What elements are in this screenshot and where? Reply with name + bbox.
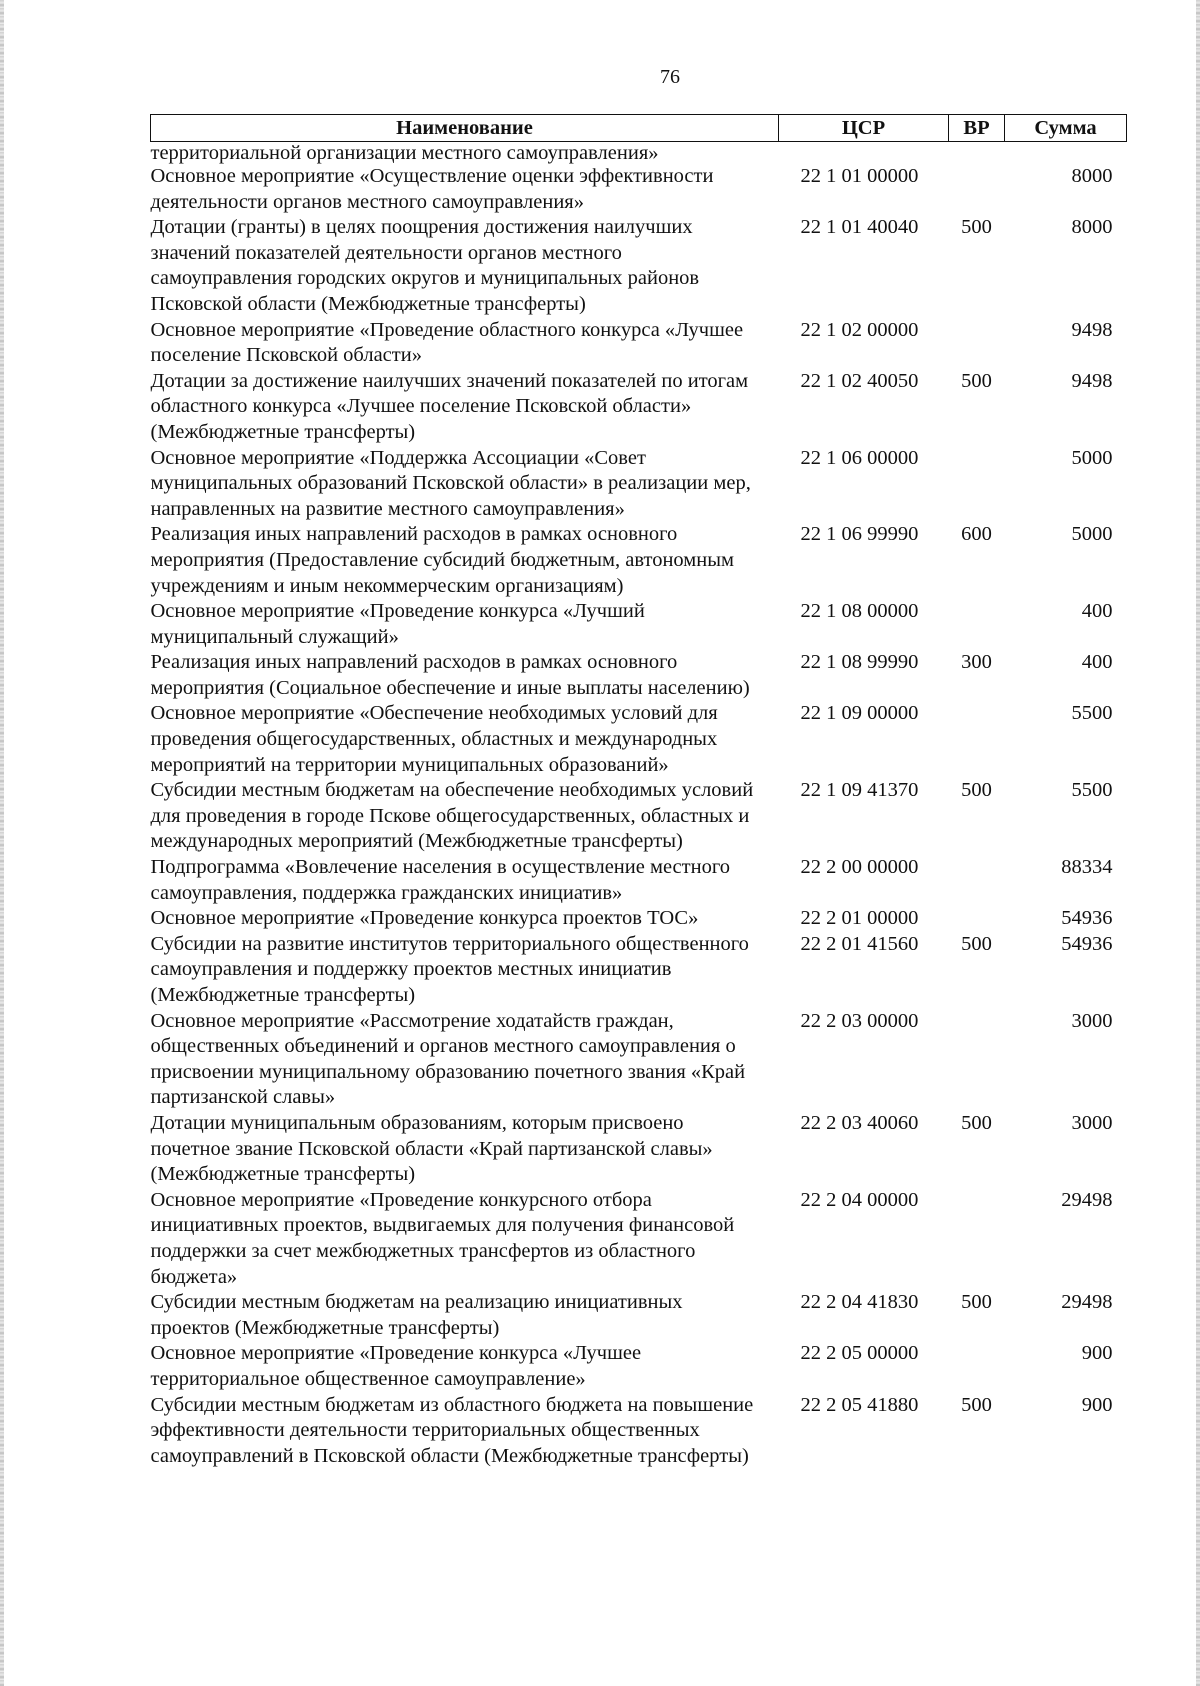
table-row	[151, 1341, 1127, 1392]
row-sum: 88334	[1061, 856, 1113, 879]
row-csr: 22 1 09 00000	[800, 702, 919, 725]
row-sum: 5000	[1071, 523, 1113, 546]
row-sum: 9498	[1071, 369, 1113, 392]
row-vr	[949, 446, 1005, 523]
row-name: Субсидии на развитие институтов территориального общественного самоуправления и поддержку проектов местных инициатив (Межбюджетные трансферты)	[150, 932, 749, 1006]
row-name: Основное мероприятие «Рассмотрение ходатайств граждан, общественных объединений и органов местного самоуправления о присвоении муниципальному образованию почетного звания «Край партизанской славы»	[150, 1009, 746, 1109]
page-number: 76	[660, 66, 680, 88]
row-csr: 22 2 03 40060	[800, 1111, 919, 1134]
row-csr: 22 2 05 41880	[800, 1393, 919, 1416]
row-csr: 22 2 05 00000	[800, 1342, 919, 1365]
row-vr: 500	[961, 932, 992, 955]
row-vr	[949, 164, 1005, 215]
header-sum: Сумма	[1005, 115, 1127, 142]
table-row	[151, 164, 1127, 215]
row-vr	[949, 701, 1005, 778]
row-name: Основное мероприятие «Обеспечение необходимых условий для проведения общегосударственных, областных и международных мероприятий на территории муниципальных образований»	[150, 702, 718, 776]
row-sum: 5000	[1071, 446, 1113, 469]
table-row	[151, 906, 1127, 932]
row-name: Основное мероприятие «Проведение конкурсного отбора инициативных проектов, выдвигаемых для получения финансовой поддержки за счет межбюджетных трансфертов из областного бюджета»	[150, 1188, 735, 1288]
row-name: Реализация иных направлений расходов в рамках основного мероприятия (Социальное обеспечение и иные выплаты населению)	[150, 651, 750, 699]
row-sum: 5500	[1071, 779, 1113, 802]
table-row	[151, 318, 1127, 369]
row-sum: 29498	[1061, 1188, 1113, 1211]
table-row	[151, 1188, 1127, 1290]
row-sum: 900	[1081, 1342, 1113, 1365]
row-name: Реализация иных направлений расходов в рамках основного мероприятия (Предоставление субсидий бюджетным, автономным учреждениям и иным некоммерческим организациям)	[150, 523, 734, 597]
row-vr	[949, 1009, 1005, 1111]
row-sum: 3000	[1071, 1111, 1113, 1134]
row-vr: 500	[961, 1291, 992, 1314]
row-sum	[1005, 142, 1127, 165]
row-csr: 22 1 02 40050	[800, 369, 919, 392]
row-name: Основное мероприятие «Проведение областного конкурса «Лучшее поселение Псковской области»	[150, 318, 744, 367]
scan-edge-left	[0, 0, 4, 1686]
row-vr	[949, 318, 1005, 369]
row-csr: 22 2 01 41560	[800, 932, 919, 955]
row-sum: 9498	[1071, 318, 1113, 341]
table-row	[151, 142, 1127, 165]
row-vr	[949, 906, 1005, 932]
header-name: Наименование	[151, 115, 779, 142]
row-vr: 500	[961, 216, 992, 239]
row-sum: 400	[1081, 600, 1113, 623]
row-vr	[949, 855, 1005, 906]
row-sum: 54936	[1061, 932, 1113, 955]
row-name: территориальной организации местного самоуправления»	[150, 142, 659, 164]
row-vr: 500	[961, 369, 992, 392]
row-sum: 3000	[1071, 1009, 1113, 1032]
row-csr: 22 2 04 41830	[800, 1291, 919, 1314]
header-vr: ВР	[949, 115, 1005, 142]
row-csr: 22 1 01 00000	[800, 165, 919, 187]
table-header-row	[151, 115, 1127, 142]
row-name: Основное мероприятие «Проведение конкурса проектов ТОС»	[150, 907, 699, 930]
budget-table	[150, 114, 1127, 1469]
row-name: Субсидии местным бюджетам на реализацию инициативных проектов (Межбюджетные трансферты)	[150, 1291, 683, 1339]
row-vr	[949, 599, 1005, 650]
table-row	[151, 1393, 1127, 1470]
table-row	[151, 599, 1127, 650]
table-row	[151, 650, 1127, 701]
row-name: Субсидии местным бюджетам из областного бюджета на повышение эффективности деятельности территориальных общественных самоуправлений в Псковской области (Межбюджетные трансферты)	[150, 1393, 754, 1467]
row-vr	[949, 1188, 1005, 1290]
row-csr: 22 2 04 00000	[800, 1188, 919, 1211]
table-row	[151, 932, 1127, 1009]
row-vr: 500	[961, 1111, 992, 1134]
row-name: Субсидии местным бюджетам на обеспечение необходимых условий для проведения в городе Пскове общегосударственных, областных и международных мероприятий (Межбюджетные трансферты)	[150, 779, 754, 853]
row-name: Основное мероприятие «Осуществление оценки эффективности деятельности органов местного самоуправления»	[150, 165, 714, 213]
row-csr: 22 1 01 40040	[800, 216, 919, 239]
row-vr: 500	[961, 779, 992, 802]
row-sum: 29498	[1061, 1291, 1113, 1314]
row-csr: 22 1 06 99990	[800, 523, 919, 546]
row-vr	[949, 142, 1005, 165]
row-name: Основное мероприятие «Поддержка Ассоциации «Совет муниципальных образований Псковской области» в реализации мер, направленных на развитие местного самоуправления»	[150, 446, 751, 520]
row-vr: 500	[961, 1393, 992, 1416]
row-name: Дотации за достижение наилучших значений показателей по итогам областного конкурса «Лучшее поселение Псковской области» (Межбюджетные трансферты)	[150, 369, 749, 443]
table-row	[151, 446, 1127, 523]
row-vr: 600	[961, 523, 992, 546]
table-row	[151, 1009, 1127, 1111]
table-row	[151, 1290, 1127, 1341]
row-csr: 22 2 01 00000	[800, 907, 919, 930]
table-row	[151, 522, 1127, 599]
row-sum: 400	[1081, 651, 1113, 674]
row-csr: 22 1 08 99990	[800, 651, 919, 674]
row-csr	[779, 142, 949, 165]
table-row	[151, 778, 1127, 855]
row-sum: 54936	[1061, 907, 1113, 930]
row-name: Основное мероприятие «Проведение конкурса «Лучшее территориальное общественное самоуправление»	[150, 1342, 642, 1390]
scan-edge-right	[1196, 0, 1200, 1686]
row-csr: 22 2 03 00000	[800, 1009, 919, 1032]
header-csr: ЦСР	[779, 115, 949, 142]
row-vr: 300	[961, 651, 992, 674]
table-row	[151, 369, 1127, 446]
row-csr: 22 1 09 41370	[800, 779, 919, 802]
row-sum: 5500	[1071, 702, 1113, 725]
row-name: Подпрограмма «Вовлечение населения в осуществление местного самоуправления, поддержка гражданских инициатив»	[150, 856, 730, 904]
row-csr: 22 1 08 00000	[800, 600, 919, 623]
table-row	[151, 1111, 1127, 1188]
row-vr	[949, 1341, 1005, 1392]
row-sum: 8000	[1071, 165, 1113, 187]
row-csr: 22 1 06 00000	[800, 446, 919, 469]
table-row	[151, 701, 1127, 778]
row-name: Дотации муниципальным образованиям, которым присвоено почетное звание Псковской области «Край партизанской славы» (Межбюджетные трансферты)	[150, 1111, 713, 1186]
row-csr: 22 2 00 00000	[800, 856, 919, 879]
table-row	[151, 215, 1127, 317]
row-sum: 900	[1081, 1393, 1113, 1416]
row-name: Дотации (гранты) в целях поощрения достижения наилучших значений показателей деятельности органов местного самоуправления городских округов и муниципальных районов Псковской области (Межбюджетные трансферты)	[150, 216, 700, 315]
table-row	[151, 855, 1127, 906]
row-name: Основное мероприятие «Проведение конкурса «Лучший муниципальный служащий»	[150, 600, 645, 648]
row-csr: 22 1 02 00000	[800, 318, 919, 341]
row-sum: 8000	[1071, 216, 1113, 239]
